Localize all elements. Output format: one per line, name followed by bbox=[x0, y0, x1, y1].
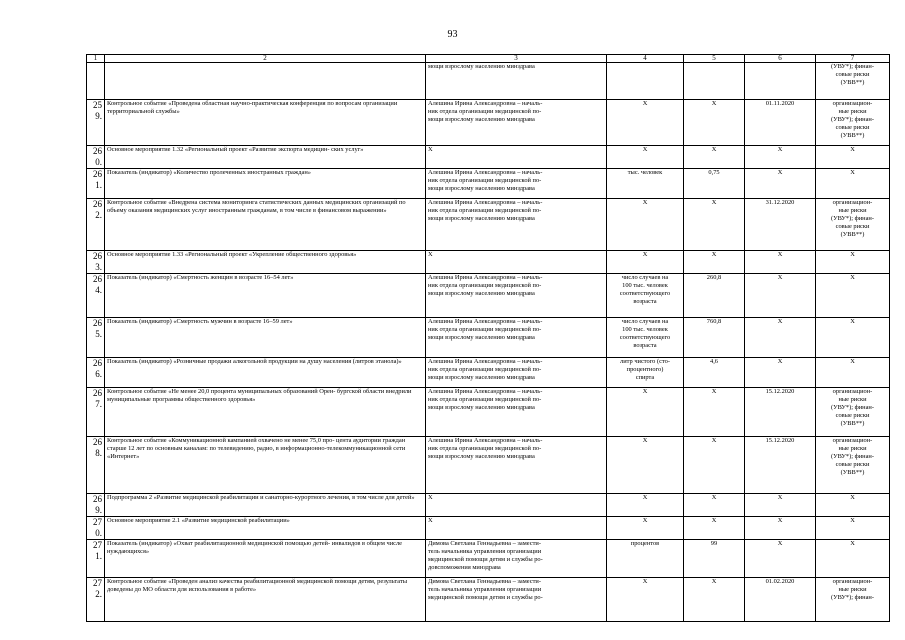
table-row bbox=[87, 540, 890, 578]
due-date: Х bbox=[745, 274, 816, 318]
table-row bbox=[87, 146, 890, 169]
risk-type: (УВУ*); финан- совые риски (УВВ**) bbox=[816, 63, 890, 100]
table-row bbox=[87, 169, 890, 199]
indicator-value: Х bbox=[684, 517, 745, 540]
indicator-value: Х bbox=[684, 199, 745, 251]
due-date bbox=[745, 63, 816, 100]
item-name: Показатель (индикатор) «Смертность женщин в возрасте 16–54 лет» bbox=[105, 274, 426, 318]
table-row bbox=[87, 100, 890, 146]
table-row bbox=[87, 274, 890, 318]
risk-type: организацион- ные риски (УВУ*); финан- совые риски (УВВ**) bbox=[816, 437, 890, 494]
row-number: 265. bbox=[87, 318, 105, 358]
header-cell: 3 bbox=[426, 55, 607, 63]
due-date: Х bbox=[745, 517, 816, 540]
indicator-value: Х bbox=[684, 578, 745, 622]
header-cell: 6 bbox=[745, 55, 816, 63]
due-date: Х bbox=[745, 540, 816, 578]
responsible-person: Димова Светлана Геннадьевна – замести- тель начальника управления организации медицинской помощи детям и службы ро- bbox=[426, 578, 607, 622]
table-row bbox=[87, 199, 890, 251]
responsible-person: Алешина Ирина Александровна – началь- ник отдела организации медицинской по- мощи взрослому населению минздрава bbox=[426, 388, 607, 437]
due-date: 01.02.2020 bbox=[745, 578, 816, 622]
unit-of-measure: Х bbox=[607, 437, 684, 494]
table-row bbox=[87, 517, 890, 540]
indicator-value bbox=[684, 63, 745, 100]
indicator-value: Х bbox=[684, 388, 745, 437]
due-date: Х bbox=[745, 146, 816, 169]
row-number: 259. bbox=[87, 100, 105, 146]
header-cell: 7 bbox=[816, 55, 890, 63]
row-number: 260. bbox=[87, 146, 105, 169]
indicator-value: 0,75 bbox=[684, 169, 745, 199]
risk-type: Х bbox=[816, 251, 890, 274]
row-number: 261. bbox=[87, 169, 105, 199]
header-row bbox=[87, 55, 890, 63]
responsible-person: Х bbox=[426, 517, 607, 540]
due-date: 31.12.2020 bbox=[745, 199, 816, 251]
table-row bbox=[87, 494, 890, 517]
row-number: 262. bbox=[87, 199, 105, 251]
row-number: 272. bbox=[87, 578, 105, 622]
row-number: 267. bbox=[87, 388, 105, 437]
page-number: 93 bbox=[447, 29, 458, 40]
row-number: 264. bbox=[87, 274, 105, 318]
indicator-value: 4,6 bbox=[684, 358, 745, 388]
indicator-value: Х bbox=[684, 100, 745, 146]
responsible-person: Алешина Ирина Александровна – началь- ник отдела организации медицинской по- мощи взрослому населению минздрава bbox=[426, 358, 607, 388]
unit-of-measure: Х bbox=[607, 199, 684, 251]
table-row bbox=[87, 358, 890, 388]
risk-type: организацион- ные риски (УВУ*); финан- совые риски (УВВ**) bbox=[816, 388, 890, 437]
table-row bbox=[87, 251, 890, 274]
unit-of-measure: Х bbox=[607, 578, 684, 622]
item-name: Основное мероприятие 1.32 «Региональный проект «Развитие экспорта медицин- ских услуг» bbox=[105, 146, 426, 169]
item-name: Подпрограмма 2 «Развитие медицинской реабилитации и санаторно-курортного лечения, в том числе для детей» bbox=[105, 494, 426, 517]
unit-of-measure: Х bbox=[607, 388, 684, 437]
indicator-value: Х bbox=[684, 437, 745, 494]
item-name: Показатель (индикатор) «Охват реабилитационной медицинской помощью детей- инвалидов в общем числе нуждающихся» bbox=[105, 540, 426, 578]
responsible-person: Алешина Ирина Александровна – началь- ник отдела организации медицинской по- мощи взрослому населению минздрава bbox=[426, 318, 607, 358]
row-number: 263. bbox=[87, 251, 105, 274]
item-name: Контрольное событие «Внедрена система мониторинга статистических данных медицинских организаций по объему оказания медицинских услуг иностранным гражданам, в том числе в финансовом выражении» bbox=[105, 199, 426, 251]
row-number: 268. bbox=[87, 437, 105, 494]
responsible-person: мощи взрослому населению минздрава bbox=[426, 63, 607, 100]
risk-type: Х bbox=[816, 494, 890, 517]
responsible-person: Х bbox=[426, 494, 607, 517]
unit-of-measure: Х bbox=[607, 146, 684, 169]
due-date: Х bbox=[745, 251, 816, 274]
row-number bbox=[87, 63, 105, 100]
responsible-person: Димова Светлана Геннадьевна – замести- тель начальника управления организации медицинской помощи детям и службы ро- довспоможения минздрава bbox=[426, 540, 607, 578]
indicator-value: Х bbox=[684, 146, 745, 169]
risk-type: Х bbox=[816, 540, 890, 578]
unit-of-measure: литр чистого (сто- процентного) спирта bbox=[607, 358, 684, 388]
program-table bbox=[86, 54, 890, 622]
due-date: Х bbox=[745, 358, 816, 388]
indicator-value: 260,8 bbox=[684, 274, 745, 318]
responsible-person: Алешина Ирина Александровна – началь- ник отдела организации медицинской по- мощи взрослому населению минздрава bbox=[426, 437, 607, 494]
row-number: 271. bbox=[87, 540, 105, 578]
table-row bbox=[87, 318, 890, 358]
item-name bbox=[105, 63, 426, 100]
due-date: 01.11.2020 bbox=[745, 100, 816, 146]
unit-of-measure: Х bbox=[607, 100, 684, 146]
unit-of-measure bbox=[607, 63, 684, 100]
due-date: Х bbox=[745, 494, 816, 517]
unit-of-measure: число случаев на 100 тыс. человек соответствующего возраста bbox=[607, 274, 684, 318]
indicator-value: Х bbox=[684, 494, 745, 517]
risk-type: Х bbox=[816, 274, 890, 318]
unit-of-measure: число случаев на 100 тыс. человек соответствующего возраста bbox=[607, 318, 684, 358]
header-cell: 2 bbox=[105, 55, 426, 63]
responsible-person: Алешина Ирина Александровна – началь- ник отдела организации медицинской по- мощи взрослому населению минздрава bbox=[426, 100, 607, 146]
risk-type: Х bbox=[816, 318, 890, 358]
due-date: 15.12.2020 bbox=[745, 388, 816, 437]
responsible-person: Алешина Ирина Александровна – началь- ник отдела организации медицинской по- мощи взрослому населению минздрава bbox=[426, 169, 607, 199]
unit-of-measure: процентов bbox=[607, 540, 684, 578]
risk-type: Х bbox=[816, 169, 890, 199]
header-cell: 1 bbox=[87, 55, 105, 63]
indicator-value: 760,8 bbox=[684, 318, 745, 358]
risk-type: Х bbox=[816, 517, 890, 540]
unit-of-measure: Х bbox=[607, 251, 684, 274]
header-cell: 4 bbox=[607, 55, 684, 63]
unit-of-measure: Х bbox=[607, 494, 684, 517]
due-date: Х bbox=[745, 169, 816, 199]
responsible-person: Х bbox=[426, 146, 607, 169]
item-name: Основное мероприятие 2.1 «Развитие медицинской реабилитации» bbox=[105, 517, 426, 540]
row-number: 266. bbox=[87, 358, 105, 388]
risk-type: Х bbox=[816, 358, 890, 388]
item-name: Показатель (индикатор) «Розничные продажи алкогольной продукции на душу населения (литров этанола)» bbox=[105, 358, 426, 388]
due-date: 15.12.2020 bbox=[745, 437, 816, 494]
unit-of-measure: тыс. человек bbox=[607, 169, 684, 199]
due-date: Х bbox=[745, 318, 816, 358]
risk-type: Х bbox=[816, 146, 890, 169]
item-name: Контрольное событие «Не менее 20,0 процента муниципальных образований Орен- бургской области внедрили муниципальные программы общественного здоровья» bbox=[105, 388, 426, 437]
table-row bbox=[87, 437, 890, 494]
item-name: Показатель (индикатор) «Количество пролеченных иностранных граждан» bbox=[105, 169, 426, 199]
item-name: Контрольное событие «Проведена областная научно-практическая конференция по вопросам организации территориальной службы» bbox=[105, 100, 426, 146]
item-name: Контрольное событие «Коммуникационной кампанией охвачено не менее 75,0 про- цента аудитории граждан старше 12 лет по основным каналам: по телевидению, радио, в информационно-телекоммуникационной сети «Интернет» bbox=[105, 437, 426, 494]
item-name: Контрольное событие «Проведен анализ качества реабилитационной медицинской помощи детям, результаты доведены до МО области для использования в работе» bbox=[105, 578, 426, 622]
unit-of-measure: Х bbox=[607, 517, 684, 540]
risk-type: организацион- ные риски (УВУ*); финан- bbox=[816, 578, 890, 622]
table-row bbox=[87, 578, 890, 622]
table-row bbox=[87, 63, 890, 100]
item-name: Основное мероприятие 1.33 «Региональный проект «Укрепление общественного здоровья» bbox=[105, 251, 426, 274]
table-row bbox=[87, 388, 890, 437]
table-body bbox=[87, 63, 890, 622]
responsible-person: Х bbox=[426, 251, 607, 274]
item-name: Показатель (индикатор) «Смертность мужчин в возрасте 16–59 лет» bbox=[105, 318, 426, 358]
row-number: 270. bbox=[87, 517, 105, 540]
responsible-person: Алешина Ирина Александровна – началь- ник отдела организации медицинской по- мощи взрослому населению минздрава bbox=[426, 274, 607, 318]
row-number: 269. bbox=[87, 494, 105, 517]
risk-type: организацион- ные риски (УВУ*); финан- совые риски (УВВ**) bbox=[816, 199, 890, 251]
responsible-person: Алешина Ирина Александровна – началь- ник отдела организации медицинской по- мощи взрослому населению минздрава bbox=[426, 199, 607, 251]
risk-type: организацион- ные риски (УВУ*); финан- совые риски (УВВ**) bbox=[816, 100, 890, 146]
indicator-value: 99 bbox=[684, 540, 745, 578]
header-cell: 5 bbox=[684, 55, 745, 63]
indicator-value: Х bbox=[684, 251, 745, 274]
